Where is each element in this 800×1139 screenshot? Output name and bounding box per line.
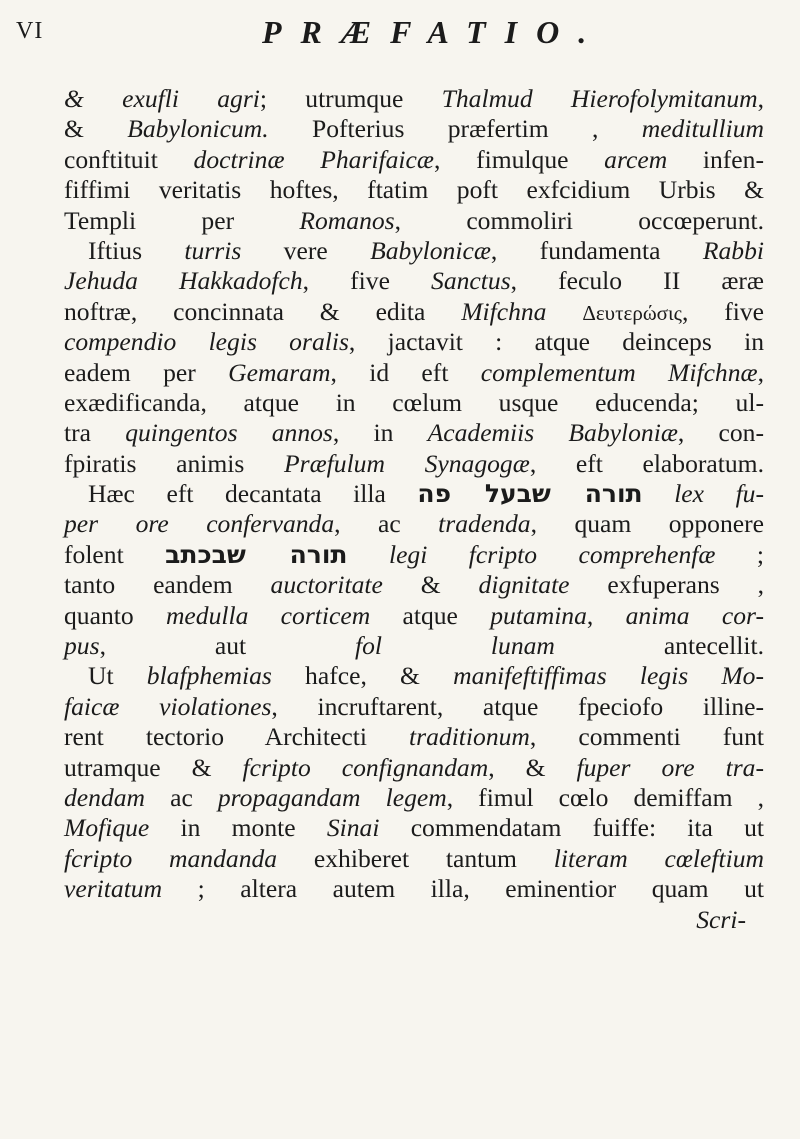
italic-text: complementum Mifchnæ [480,357,758,387]
italic-text: meditullium [641,114,764,144]
italic-text: turris [184,235,242,265]
italic-text: faicæ violationes [64,691,272,721]
text-line [64,722,764,752]
text-line [64,145,764,175]
italic-text: Sinai [326,813,380,843]
roman-text: , in [332,418,428,448]
roman-text: fpiratis animis [64,448,284,478]
italic-text: Mofique [64,813,150,843]
text-line [64,206,764,236]
italic-text: Præfulum Synagogæ [284,448,530,478]
text-line [64,297,764,327]
roman-text: , five [302,266,432,296]
roman-text: Templi per [64,205,300,235]
roman-text: commendatam fuiffe: ita ut [379,813,764,843]
roman-text: tra [64,418,126,448]
roman-text: ; utrumque [259,84,442,113]
italic-text: Babylonicum. [127,114,269,144]
text-line [64,175,764,205]
roman-text: , quam opponere [530,509,764,539]
roman-text: , [586,600,626,630]
roman-text: Hæc eft decantata illa [88,479,418,509]
roman-text: , ac [334,509,439,539]
italic-text: dendam [64,782,146,812]
roman-text: , & [488,752,577,782]
roman-text: vere [241,235,371,265]
folio-number: VI [16,18,44,44]
italic-text: veritatum [64,874,163,904]
italic-text: Rabbi [702,235,764,265]
roman-text: , fundamenta [490,235,703,265]
roman-text: , [757,357,764,387]
italic-text: Sanctus [431,266,511,296]
text-line [64,570,764,600]
text-line [64,783,764,813]
roman-text: conftituit [64,144,194,174]
text-line [64,358,764,388]
roman-text: & [64,114,128,144]
text-line [64,844,764,874]
text-line [64,388,764,418]
roman-text: , fimulque [433,144,605,174]
roman-text: infen- [667,144,764,174]
italic-text: quingentos annos [125,418,333,448]
italic-text: putamina [490,600,587,630]
roman-text: exfuperans , [569,570,764,600]
italic-text: literam cœleftium [553,843,764,873]
italic-text: Academiis Babyloniæ [427,418,678,448]
text-line [64,692,764,722]
roman-text: tanto eandem [64,570,271,600]
italic-text: fcripto confignandam [242,752,489,782]
roman-text: Ut [88,661,147,691]
italic-text: anima cor- [625,600,764,630]
roman-text: eadem per [64,357,229,387]
running-title: PRÆFATIO. [262,14,606,50]
italic-text: lex fu- [674,479,764,509]
roman-text: , feculo II æræ [510,266,764,296]
text-line [64,479,764,509]
text-line [64,327,764,357]
roman-text: folent [64,539,166,569]
roman-text: , eft elaboratum. [529,448,764,478]
roman-text: , commoliri occœperunt. [394,205,764,235]
text-line [64,84,764,114]
hebrew-text: תורה שבעל פה [417,479,643,509]
roman-text: quanto [64,600,166,630]
italic-text: fol lunam [355,631,555,661]
text-line [64,631,764,661]
greek-text: Δευτερώσις [582,300,682,325]
roman-text: ; altera autem illa, eminentior quam ut [162,874,764,904]
roman-text: exædificanda, atque in cœlum usque educenda; ul- [64,387,764,417]
text-line [64,540,764,570]
italic-text: Jehuda Hakkadofch [64,266,303,296]
italic-text: auctoritate [270,570,383,600]
italic-text: tradenda [438,509,531,539]
italic-text: traditionum [409,722,530,752]
catchword: Scri- [696,904,746,934]
text-line [64,813,764,843]
italic-text: Gemaram [228,357,331,387]
roman-text: , five [681,296,764,326]
roman-text: Pofterius præfertim , [268,114,642,144]
roman-text [643,479,675,508]
italic-text: per ore confervanda [64,509,335,539]
roman-text [348,540,389,569]
roman-text: atque [370,600,491,630]
italic-text: doctrinæ Pharifaicæ [193,144,434,174]
text-line [64,661,764,691]
roman-text: ac [145,782,218,812]
italic-text: dignitate [478,570,570,600]
roman-text: , jactavit : atque deinceps in [348,327,764,357]
italic-text: legi fcripto comprehenfæ [388,539,716,569]
italic-text: Mifchna [461,296,547,326]
italic-text: manifeftiffimas legis Mo- [453,661,764,691]
roman-text: noftræ, concinnata & edita [64,296,462,326]
roman-text [546,297,582,326]
italic-text: medulla corticem [165,600,371,630]
text-line [64,418,764,448]
text-line [64,114,764,144]
roman-text: , aut [99,631,356,661]
roman-text: , [757,84,765,113]
roman-text: fiffimi veritatis hoftes, ftatim poft exfcidium Urbis & [64,175,764,205]
text-line [64,601,764,631]
text-line [64,753,764,783]
text-line [64,236,764,266]
italic-text: Romanos [299,205,395,235]
roman-text: , id eft [330,357,481,387]
roman-text: antecellit. [554,631,765,661]
roman-text: in monte [149,813,327,843]
roman-text: , incruftarent, atque fpeciofo illine- [271,691,764,721]
italic-text: fuper ore tra- [576,752,764,782]
text-line [64,509,764,539]
italic-text: Thalmud Hierofolymitanum [441,84,758,113]
text-line [64,449,764,479]
italic-text: fcripto mandanda [64,843,278,873]
roman-text: , commenti funt [529,722,764,752]
roman-text: ; [715,539,764,569]
italic-text: arcem [604,144,668,174]
roman-text: Iftius [88,235,185,265]
roman-text: , con- [677,418,764,448]
italic-text: Babylonicæ [370,235,491,265]
italic-text: propagandam legem [217,782,447,812]
page-header [0,14,800,54]
italic-text: & exufli agri [64,84,260,113]
roman-text: utramque & [64,752,243,782]
body-text [64,84,764,935]
italic-text: compendio legis oralis [64,327,349,357]
italic-text: pus [64,631,100,661]
hebrew-text: תורה שבכתב [165,539,348,569]
text-line [64,874,764,904]
roman-text: hafce, & [271,661,454,691]
roman-text: , fimul cœlo demiffam , [446,782,764,812]
text-line [64,266,764,296]
roman-text: exhiberet tantum [277,843,554,873]
italic-text: blafphemias [146,661,272,691]
roman-text: rent tectorio Architecti [64,722,410,752]
roman-text: & [382,570,479,600]
